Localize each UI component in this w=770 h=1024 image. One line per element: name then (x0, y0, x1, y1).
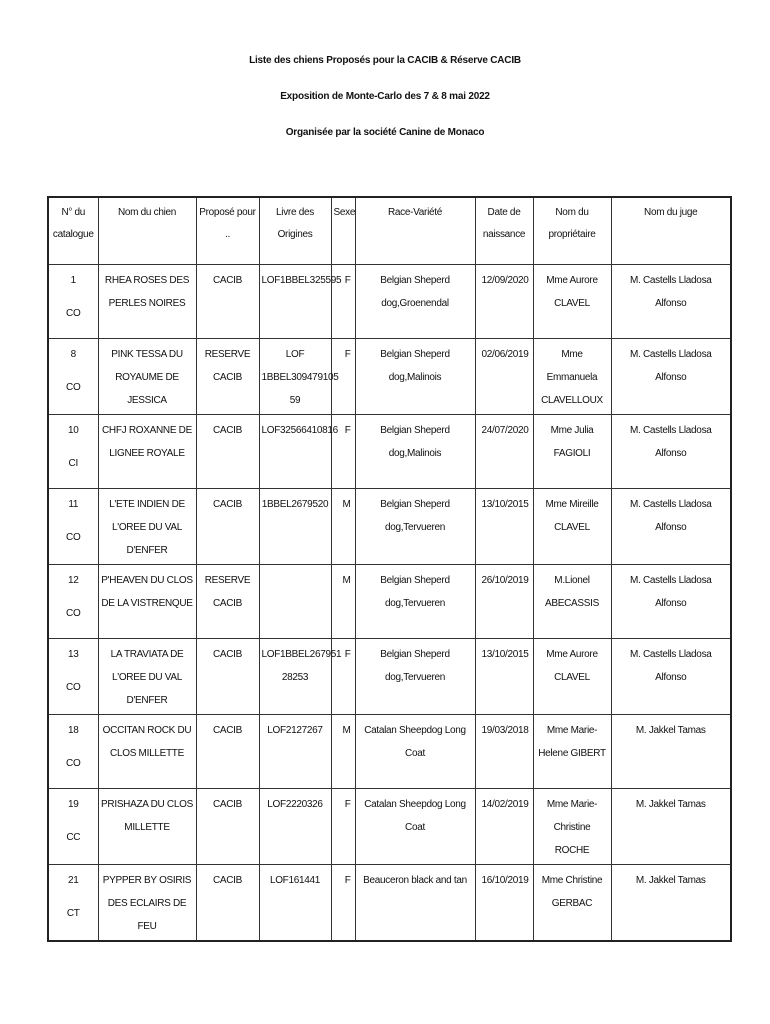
table-row (48, 789, 731, 865)
table-row (48, 339, 731, 415)
cell-livre: 1BBEL2679520 (259, 489, 331, 565)
cell-juge: M. Jakkel Tamas (611, 789, 731, 865)
cell-propose: CACIB (196, 415, 259, 489)
cell-date: 24/07/2020 (475, 415, 533, 489)
cell-catalogue (48, 565, 98, 639)
cell-date: 19/03/2018 (475, 715, 533, 789)
table-row (48, 715, 731, 789)
col-sexe: Sexe (331, 197, 355, 265)
cell-sexe: F (331, 339, 355, 415)
catalogue-group: CO (66, 682, 81, 693)
cell-juge: M. Castells Lladosa Alfonso (611, 489, 731, 565)
col-livre: Livre des Origines (259, 197, 331, 265)
cell-nom-chien: P'HEAVEN DU CLOS DE LA VISTRENQUE (98, 565, 196, 639)
cell-propose: CACIB (196, 865, 259, 942)
cell-race: Belgian Sheperd dog,Malinois (355, 415, 475, 489)
title-line-3: Organisée par la société Canine de Monaco (285, 127, 485, 138)
cell-date: 02/06/2019 (475, 339, 533, 415)
cell-catalogue (48, 789, 98, 865)
cell-nom-chien: PINK TESSA DU ROYAUME DE JESSICA (98, 339, 196, 415)
cell-propose: RESERVE CACIB (196, 339, 259, 415)
cell-proprietaire: Mme Christine GERBAC (533, 865, 611, 942)
catalogue-group: CI (68, 458, 78, 469)
cell-nom-chien: L'ETE INDIEN DE L'OREE DU VAL D'ENFER (98, 489, 196, 565)
catalogue-group: CT (66, 908, 80, 919)
cell-race: Belgian Sheperd dog,Tervueren (355, 489, 475, 565)
col-propose: Proposé pour .. (196, 197, 259, 265)
cell-juge: M. Castells Lladosa Alfonso (611, 339, 731, 415)
cell-date: 16/10/2019 (475, 865, 533, 942)
catalogue-number: 8 (70, 349, 76, 360)
cell-proprietaire: Mme Julia FAGIOLI (533, 415, 611, 489)
cell-juge: M. Castells Lladosa Alfonso (611, 265, 731, 339)
cell-propose: CACIB (196, 639, 259, 715)
cell-propose: CACIB (196, 265, 259, 339)
cell-propose: CACIB (196, 789, 259, 865)
cell-propose: CACIB (196, 715, 259, 789)
cell-sexe: M (331, 715, 355, 789)
cell-propose: CACIB (196, 489, 259, 565)
cell-nom-chien: PYPPER BY OSIRIS DES ECLAIRS DE FEU (98, 865, 196, 942)
cell-date: 26/10/2019 (475, 565, 533, 639)
dogs-table (47, 196, 732, 942)
cell-proprietaire: Mme Aurore CLAVEL (533, 639, 611, 715)
cell-nom-chien: RHEA ROSES DES PERLES NOIRES (98, 265, 196, 339)
cell-race: Belgian Sheperd dog,Groenendal (355, 265, 475, 339)
catalogue-group: CO (66, 758, 81, 769)
cell-juge: M. Jakkel Tamas (611, 715, 731, 789)
cell-catalogue (48, 865, 98, 942)
cell-juge: M. Jakkel Tamas (611, 865, 731, 942)
cell-juge: M. Castells Lladosa Alfonso (611, 639, 731, 715)
catalogue-group: CO (66, 382, 81, 393)
catalogue-group: CO (66, 532, 81, 543)
table-row (48, 415, 731, 489)
cell-livre: LOF2127267 (259, 715, 331, 789)
catalogue-number: 18 (67, 725, 79, 736)
catalogue-number: 19 (67, 799, 79, 810)
cell-catalogue (48, 415, 98, 489)
cell-proprietaire: M.Lionel ABECASSIS (533, 565, 611, 639)
title-line-2: Exposition de Monte-Carlo des 7 & 8 mai 2022 (280, 91, 490, 102)
cell-race: Catalan Sheepdog Long Coat (355, 715, 475, 789)
col-proprietaire: Nom du propriétaire (533, 197, 611, 265)
cell-propose: RESERVE CACIB (196, 565, 259, 639)
cell-date: 14/02/2019 (475, 789, 533, 865)
cell-livre: LOF161441 (259, 865, 331, 942)
table-row (48, 489, 731, 565)
cell-proprietaire: Mme Marie-Christine ROCHE (533, 789, 611, 865)
cell-sexe: F (331, 789, 355, 865)
cell-nom-chien: CHFJ ROXANNE DE LIGNEE ROYALE (98, 415, 196, 489)
cell-livre (259, 565, 331, 639)
cell-livre: LOF32566410816 (259, 415, 331, 489)
cell-sexe: F (331, 865, 355, 942)
cell-catalogue (48, 715, 98, 789)
catalogue-number: 21 (67, 875, 79, 886)
title-line-1: Liste des chiens Proposés pour la CACIB & Réserve CACIB (249, 55, 521, 66)
col-race: Race-Variété (355, 197, 475, 265)
catalogue-number: 10 (67, 425, 79, 436)
table-row (48, 265, 731, 339)
cell-date: 13/10/2015 (475, 489, 533, 565)
cell-race: Beauceron black and tan (355, 865, 475, 942)
cell-proprietaire: Mme Aurore CLAVEL (533, 265, 611, 339)
cell-race: Catalan Sheepdog Long Coat (355, 789, 475, 865)
cell-catalogue (48, 489, 98, 565)
table-header-row (48, 197, 731, 265)
catalogue-number: 1 (70, 275, 76, 286)
cell-race: Belgian Sheperd dog,Tervueren (355, 565, 475, 639)
catalogue-group: CC (66, 832, 81, 843)
col-catalogue: N° du catalogue (48, 197, 98, 265)
cell-livre: LOF1BBEL325595 (259, 265, 331, 339)
catalogue-number: 13 (67, 649, 79, 660)
col-nom-chien: Nom du chien (98, 197, 196, 265)
catalogue-group: CO (66, 608, 81, 619)
col-juge: Nom du juge (611, 197, 731, 265)
cell-juge: M. Castells Lladosa Alfonso (611, 565, 731, 639)
cell-juge: M. Castells Lladosa Alfonso (611, 415, 731, 489)
catalogue-group: CO (66, 308, 81, 319)
cell-nom-chien: LA TRAVIATA DE L'OREE DU VAL D'ENFER (98, 639, 196, 715)
cell-race: Belgian Sheperd dog,Tervueren (355, 639, 475, 715)
col-date: Date de naissance (475, 197, 533, 265)
cell-sexe: F (331, 265, 355, 339)
cell-nom-chien: OCCITAN ROCK DU CLOS MILLETTE (98, 715, 196, 789)
cell-catalogue (48, 339, 98, 415)
catalogue-number: 11 (68, 499, 79, 510)
cell-sexe: M (331, 565, 355, 639)
cell-catalogue (48, 265, 98, 339)
cell-sexe: F (331, 639, 355, 715)
cell-nom-chien: PRISHAZA DU CLOS MILLETTE (98, 789, 196, 865)
cell-proprietaire: Mme Mireille CLAVEL (533, 489, 611, 565)
cell-sexe: F (331, 415, 355, 489)
table-row (48, 639, 731, 715)
cell-date: 12/09/2020 (475, 265, 533, 339)
cell-livre: LOF1BBEL267951 28253 (259, 639, 331, 715)
cell-livre: LOF2220326 (259, 789, 331, 865)
cell-sexe: M (331, 489, 355, 565)
catalogue-number: 12 (67, 575, 79, 586)
cell-livre: LOF 1BBEL309479105 59 (259, 339, 331, 415)
cell-date: 13/10/2015 (475, 639, 533, 715)
table-row (48, 565, 731, 639)
cell-proprietaire: Mme Marie-Helene GIBERT (533, 715, 611, 789)
cell-catalogue (48, 639, 98, 715)
table-row (48, 865, 731, 942)
cell-race: Belgian Sheperd dog,Malinois (355, 339, 475, 415)
cell-proprietaire: Mme Emmanuela CLAVELLOUX (533, 339, 611, 415)
